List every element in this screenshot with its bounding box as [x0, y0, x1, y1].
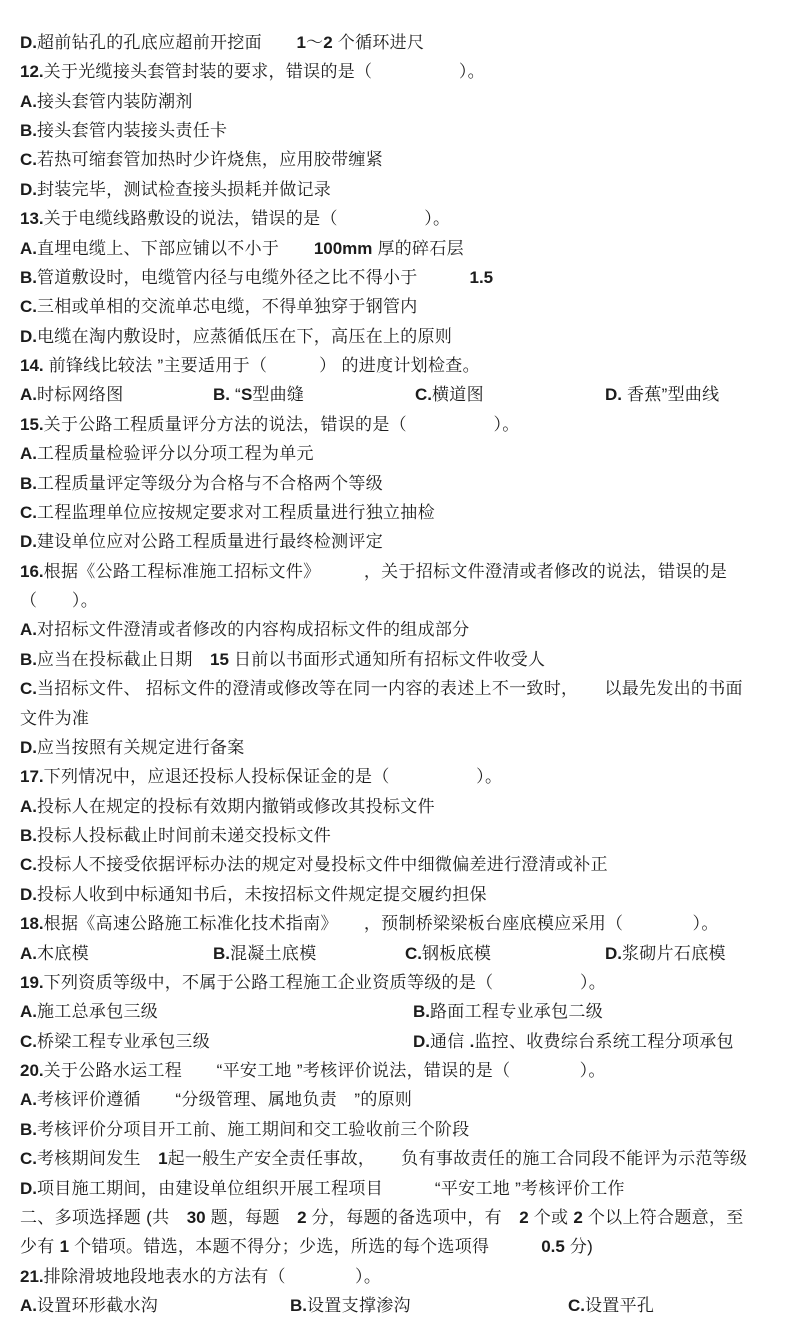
option-c: C.钢板底模 — [405, 944, 492, 963]
option-d: D.通信 .监控、收费综台系统工程分项承包 — [413, 1032, 734, 1051]
option-d-line — [0, 322, 809, 346]
question-13-line — [0, 204, 809, 228]
option-b-line — [0, 469, 809, 493]
option-a-line — [0, 792, 809, 816]
option-d-line — [0, 28, 809, 52]
section-header-multiple-choice-line — [0, 1203, 809, 1227]
question-21-line — [0, 1262, 809, 1286]
option-b: B.设置支撑渗沟 — [290, 1296, 411, 1315]
option-c: C.工程监理单位应按规定要求对工程质量进行独立抽检 — [20, 503, 435, 522]
option-d: D.投标人收到中标通知书后，未按招标文件规定提交履约担保 — [20, 885, 487, 904]
question-16-continuation: （ ）。 — [20, 591, 98, 610]
option-b: B.考核评价分项目开工前、施工期间和交工验收前三个阶段 — [20, 1120, 470, 1139]
option-a: A.工程质量检验评分以分项工程为单元 — [20, 444, 314, 463]
question-13: 13.关于电缆线路敷设的说法，错误的是（ ）。 — [20, 209, 451, 228]
question-12-line — [0, 57, 809, 81]
question-17: 17.下列情况中，应退还投标人投标保证金的是（ ）。 — [20, 767, 503, 786]
option-c: C.投标人不接受依据评标办法的规定对曼投标文件中细微偏差进行澄清或补正 — [20, 855, 608, 874]
question-17-line — [0, 762, 809, 786]
options-row-line — [0, 939, 809, 963]
option-a: A.设置环形截水沟 — [20, 1296, 159, 1315]
question-16-continuation-line — [0, 586, 809, 610]
options-row-line — [0, 1027, 809, 1051]
option-b-line — [0, 116, 809, 140]
option-a-line — [0, 439, 809, 463]
option-d: D.应当按照有关规定进行备案 — [20, 738, 245, 757]
options-row-line — [0, 997, 809, 1021]
question-15: 15.关于公路工程质量评分方法的说法，错误的是（ ）。 — [20, 415, 520, 434]
question-12: 12.关于光缆接头套管封装的要求，错误的是（ ）。 — [20, 62, 485, 81]
section-header-continuation: 少有 1 个错项。错选，本题不得分；少选，所选的每个选项得 0.5 分) — [20, 1237, 594, 1256]
option-c: C.若热可缩套管加热时少许烧焦，应用胶带缠紧 — [20, 150, 383, 169]
option-c: C.三相或单相的交流单芯电缆，不得单独穿于钢管内 — [20, 297, 418, 316]
question-14-line — [0, 351, 809, 375]
option-a: A.接头套管内装防潮剂 — [20, 92, 193, 111]
option-c-continuation: 文件为准 — [20, 709, 90, 728]
option-a: A.投标人在规定的投标有效期内撤销或修改其投标文件 — [20, 797, 435, 816]
question-15-line — [0, 410, 809, 434]
option-d: D.封装完毕，测试检查接头损耗并做记录 — [20, 180, 332, 199]
option-d: D.建设单位应对公路工程质量进行最终检测评定 — [20, 532, 383, 551]
option-b: B.工程质量评定等级分为合格与不合格两个等级 — [20, 474, 383, 493]
option-a-line — [0, 234, 809, 258]
option-c-line — [0, 850, 809, 874]
option-d-line — [0, 1174, 809, 1198]
option-d: D.项目施工期间，由建设单位组织开展工程项目 “平安工地 ”考核评价工作 — [20, 1179, 625, 1198]
option-b-line — [0, 645, 809, 669]
section-header-continuation-line — [0, 1232, 809, 1256]
question-20: 20.关于公路水运工程 “平安工地 ”考核评价说法，错误的是（ ）。 — [20, 1061, 606, 1080]
option-c-continuation-line — [0, 704, 809, 728]
option-b: B.应当在投标截止日期 15 日前以书面形式通知所有招标文件收受人 — [20, 650, 546, 669]
option-d-line — [0, 527, 809, 551]
option-b: B. “S型曲缝 — [213, 385, 305, 404]
option-c: C.横道图 — [415, 385, 484, 404]
option-d: D. 香蕉”型曲线 — [605, 385, 720, 404]
option-a: A.直埋电缆上、下部应铺以不小于 100mm 厚的碎石层 — [20, 239, 464, 258]
option-d: D.电缆在淘内敷设时，应蒸循低压在下，高压在上的原则 — [20, 327, 453, 346]
question-16: 16.根据《公路工程标准施工招标文件》 ，关于招标文件澄清或者修改的说法，错误的是 — [20, 562, 728, 581]
option-d-line — [0, 733, 809, 757]
option-d-line — [0, 175, 809, 199]
option-d-line — [0, 880, 809, 904]
option-c-line — [0, 145, 809, 169]
section-header-multiple-choice: 二、多项选择题 (共 30 题，每题 2 分，每题的备选项中，有 2 个或 2 个以上符合题意，至 — [20, 1208, 744, 1227]
option-b-line — [0, 263, 809, 287]
option-a-line — [0, 615, 809, 639]
question-16-line — [0, 557, 809, 581]
option-c-line — [0, 292, 809, 316]
option-c: C.当招标文件、 招标文件的澄清或修改等在同一内容的表述上不一致时， 以最先发出的书面 — [20, 679, 743, 698]
option-b: B.路面工程专业承包二级 — [413, 1002, 603, 1021]
option-a: A.施工总承包三级 — [20, 1002, 159, 1021]
option-c-line — [0, 674, 809, 698]
option-b: B.投标人投标截止时间前未递交投标文件 — [20, 826, 332, 845]
question-19: 19.下列资质等级中，不属于公路工程施工企业资质等级的是（ ）。 — [20, 973, 607, 992]
question-20-line — [0, 1056, 809, 1080]
option-a-line — [0, 87, 809, 111]
option-b: B.接头套管内装接头责任卡 — [20, 121, 228, 140]
option-c-line — [0, 498, 809, 522]
option-b: B.管道敷设时，电缆管内径与电缆外径之比不得小于 1.5 — [20, 268, 494, 287]
option-a-line — [0, 1085, 809, 1109]
option-b: B.混凝土底模 — [213, 944, 317, 963]
option-a: A.考核评价遵循 “分级管理、属地负责 ”的原则 — [20, 1090, 413, 1109]
option-c: C.考核期间发生 1起一般生产安全责任事故， 负有事故责任的施工合同段不能评为示范等级 — [20, 1149, 748, 1168]
option-d: D.浆砌片石底模 — [605, 944, 726, 963]
question-18-line — [0, 909, 809, 933]
option-c: C.桥梁工程专业承包三级 — [20, 1032, 210, 1051]
option-d: D.超前钻孔的孔底应超前开挖面 1～2 个循环进尺 — [20, 33, 425, 52]
options-row-line — [0, 380, 809, 404]
option-b-line — [0, 821, 809, 845]
option-b-line — [0, 1115, 809, 1139]
question-18: 18.根据《高速公路施工标准化技术指南》 ，预制桥梁梁板台座底模应采用（ ）。 — [20, 914, 719, 933]
option-c: C.设置平孔 — [568, 1296, 655, 1315]
option-c-line — [0, 1144, 809, 1168]
question-21: 21.排除滑坡地段地表水的方法有（ ）。 — [20, 1267, 382, 1286]
question-14: 14. 前锋线比较法 ”主要适用于（ ） 的进度计划检查。 — [20, 356, 480, 375]
option-a: A.对招标文件澄清或者修改的内容构成招标文件的组成部分 — [20, 620, 470, 639]
options-row-line — [0, 1291, 809, 1315]
question-19-line — [0, 968, 809, 992]
option-a: A.木底模 — [20, 944, 89, 963]
option-a: A.时标网络图 — [20, 385, 124, 404]
